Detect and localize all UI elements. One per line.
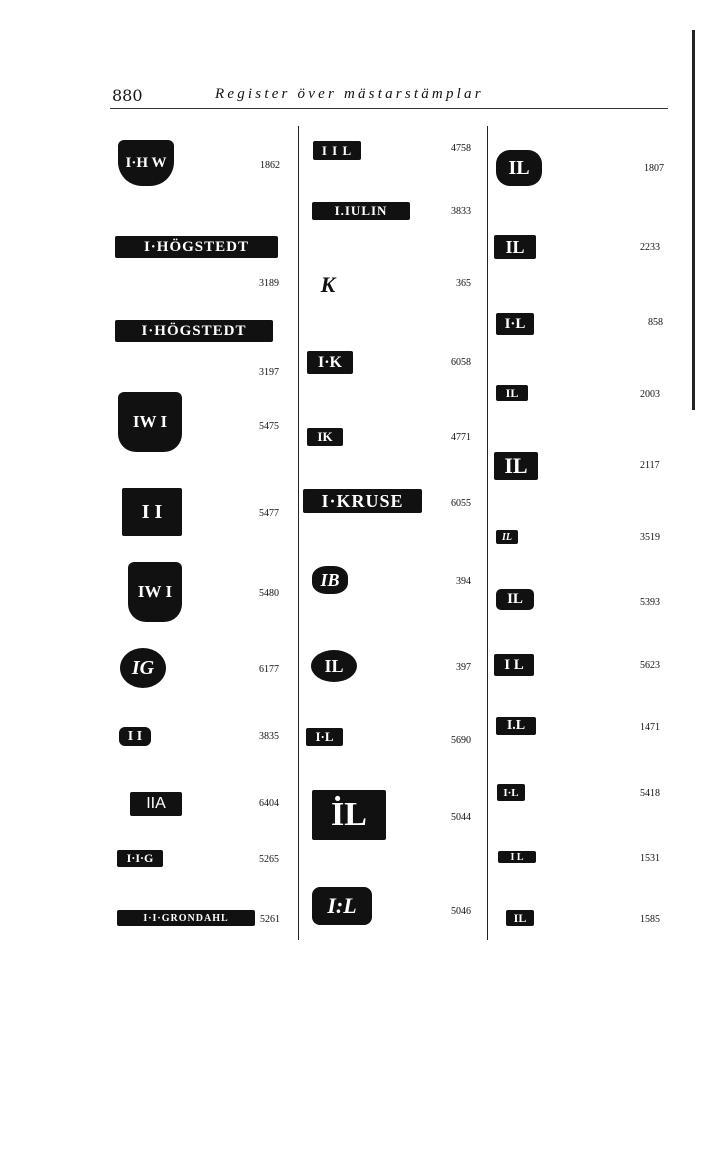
stamp-mark: IK bbox=[307, 428, 343, 446]
stamp-mark: IW I bbox=[128, 562, 182, 622]
page-number: 880 bbox=[112, 86, 143, 105]
stamp-number: 5480 bbox=[259, 588, 279, 599]
stamp-number: 1531 bbox=[640, 853, 660, 864]
stamp-mark: İL bbox=[312, 790, 386, 840]
stamp-number: 1862 bbox=[260, 160, 280, 171]
stamp-mark: I·L bbox=[497, 784, 525, 801]
stamp-mark: IB bbox=[312, 566, 348, 594]
stamp-mark: IL bbox=[496, 530, 518, 544]
stamp-number: 5477 bbox=[259, 508, 279, 519]
page-title: Register över mästarstämplar bbox=[215, 86, 484, 102]
stamp-mark: I:L bbox=[312, 887, 372, 925]
stamp-number: 5044 bbox=[451, 812, 471, 823]
stamp-number: 394 bbox=[456, 576, 471, 587]
stamp-mark: I·L bbox=[496, 313, 534, 335]
stamp-mark: I I L bbox=[313, 141, 361, 160]
stamp-number: 397 bbox=[456, 662, 471, 673]
stamp-mark: IL bbox=[496, 589, 534, 610]
stamp-mark: I·I·G bbox=[117, 850, 163, 867]
stamp-number: 5393 bbox=[640, 597, 660, 608]
stamp-number: 1807 bbox=[644, 163, 664, 174]
right-edge-mark bbox=[692, 30, 695, 410]
stamp-mark: IL bbox=[496, 385, 528, 401]
stamp-number: 6177 bbox=[259, 664, 279, 675]
stamp-number: 6055 bbox=[451, 498, 471, 509]
stamp-mark: I·I·GRONDAHL bbox=[117, 910, 255, 926]
stamp-mark: I.L bbox=[496, 717, 536, 735]
stamp-number: 2003 bbox=[640, 389, 660, 400]
stamp-mark: IIA bbox=[130, 792, 182, 816]
stamp-number: 6058 bbox=[451, 357, 471, 368]
stamp-mark: I·K bbox=[307, 351, 353, 374]
stamp-mark: IL bbox=[506, 910, 534, 926]
stamp-number: 3833 bbox=[451, 206, 471, 217]
stamp-mark: I·HÖGSTEDT bbox=[115, 236, 278, 258]
stamp-mark: I L bbox=[498, 851, 536, 863]
stamp-number: 5265 bbox=[259, 854, 279, 865]
stamp-mark: I.IULIN bbox=[312, 202, 410, 220]
stamp-number: 2117 bbox=[640, 460, 660, 471]
stamp-number: 5690 bbox=[451, 735, 471, 746]
stamp-number: 5418 bbox=[640, 788, 660, 799]
stamp-mark: I·KRUSE bbox=[303, 489, 422, 513]
stamp-mark: IL bbox=[494, 235, 536, 259]
stamp-mark: I·HÖGSTEDT bbox=[115, 320, 273, 342]
column-divider-2 bbox=[487, 126, 488, 940]
stamp-number: 3835 bbox=[259, 731, 279, 742]
stamp-number: 3189 bbox=[259, 278, 279, 289]
stamp-mark: I·L bbox=[306, 728, 343, 746]
stamp-mark: IL bbox=[494, 452, 538, 480]
stamp-mark: I L bbox=[494, 654, 534, 676]
stamp-number: 365 bbox=[456, 278, 471, 289]
column-divider-1 bbox=[298, 126, 299, 940]
stamp-number: 5623 bbox=[640, 660, 660, 671]
stamp-number: 5261 bbox=[260, 914, 280, 925]
stamp-mark: IL bbox=[311, 650, 357, 682]
stamp-number: 2233 bbox=[640, 242, 660, 253]
stamp-number: 1585 bbox=[640, 914, 660, 925]
stamp-number: 5046 bbox=[451, 906, 471, 917]
stamp-number: 4758 bbox=[451, 143, 471, 154]
stamp-number: 5475 bbox=[259, 421, 279, 432]
stamp-number: 3519 bbox=[640, 532, 660, 543]
stamp-mark: IL bbox=[496, 150, 542, 186]
stamp-mark: I I bbox=[119, 727, 151, 746]
stamp-number: 4771 bbox=[451, 432, 471, 443]
stamp-number: 858 bbox=[648, 317, 663, 328]
stamp-number: 6404 bbox=[259, 798, 279, 809]
stamp-mark: I I bbox=[122, 488, 182, 536]
stamp-mark: IG bbox=[120, 648, 166, 688]
header-rule bbox=[110, 108, 668, 109]
stamp-mark: IW I bbox=[118, 392, 182, 452]
stamp-mark: I·H W bbox=[118, 140, 174, 186]
stamp-number: 1471 bbox=[640, 722, 660, 733]
stamp-number: 3197 bbox=[259, 367, 279, 378]
stamp-mark: K bbox=[312, 268, 344, 302]
